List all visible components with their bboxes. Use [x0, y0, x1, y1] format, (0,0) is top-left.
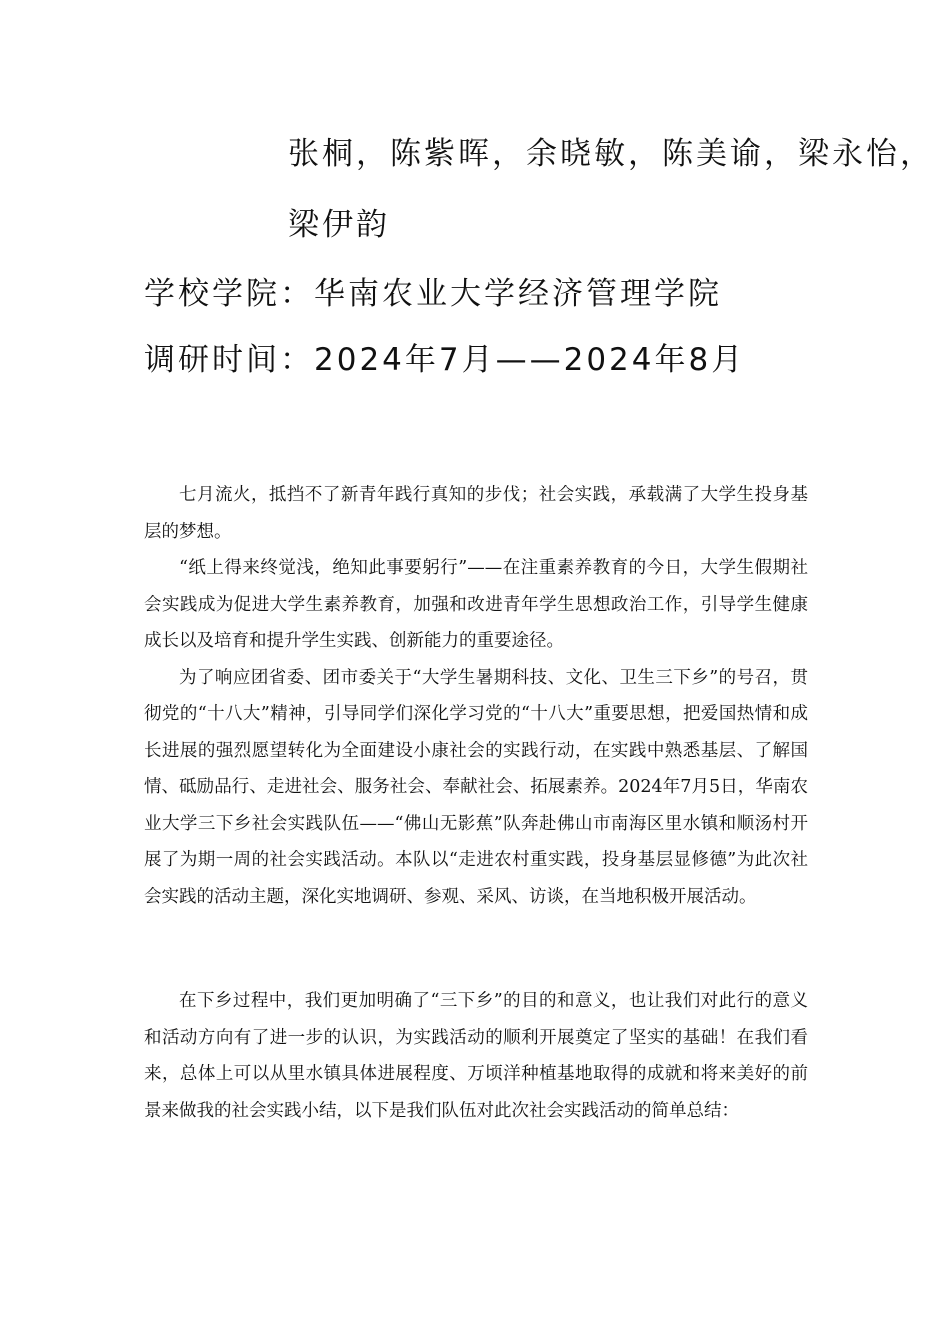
body-section-summary — [144, 983, 808, 1129]
research-period: 调研时间：2024年7月——2024年8月 — [144, 342, 746, 378]
paragraph-4: 在下乡过程中，我们更加明确了“三下乡”的目的和意义，也让我们对此行的意义和活动方向有了进一步的认识，为实践活动的顺利开展奠定了坚实的基础！在我们看来，总体上可以从里水镇具体进展程度、万顷洋种植基地取得的成就和将来美好的前景来做我的社会实践小结，以下是我们队伍对此次社会实践活动的简单总结： — [144, 991, 808, 1121]
paragraph-2: “纸上得来终觉浅，绝知此事要躬行”——在注重素养教育的今日，大学生假期社会实践成为促进大学生素养教育，加强和改进青年学生思想政治工作，引导学生健康成长以及培育和提升学生实践、创新能力的重要途径。 — [144, 558, 808, 651]
paragraph-3: 为了响应团省委、团市委关于“大学生暑期科技、文化、卫生三下乡”的号召，贯彻党的“十八大”精神，引导同学们深化学习党的“十八大”重要思想，把爱国热情和成长进展的强烈愿望转化为全面建设小康社会的实践行动，在实践中熟悉基层、了解国情、砥励品行、走进社会、服务社会、奉献社会、拓展素养。2024年7月5日，华南农业大学三下乡社会实践队伍——“佛山无影蕉”队奔赴佛山市南海区里水镇和顺汤村开展了为期一周的社会实践活动。本队以“走进农村重实践，投身基层显修德”为此次社会实践的活动主题，深化实地调研、参观、采风、访谈，在当地积极开展活动。 — [144, 667, 808, 907]
team-members-line-2: 梁伊韵 — [288, 207, 390, 243]
body-section-intro — [144, 477, 808, 915]
team-members-line-1: 张桐，陈紫晖，余晓敏，陈美谕，梁永怡， — [288, 136, 934, 172]
school-college: 学校学院：华南农业大学经济管理学院 — [144, 276, 722, 312]
paragraph-1: 七月流火，抵挡不了新青年践行真知的步伐；社会实践，承载满了大学生投身基层的梦想。 — [144, 485, 808, 542]
